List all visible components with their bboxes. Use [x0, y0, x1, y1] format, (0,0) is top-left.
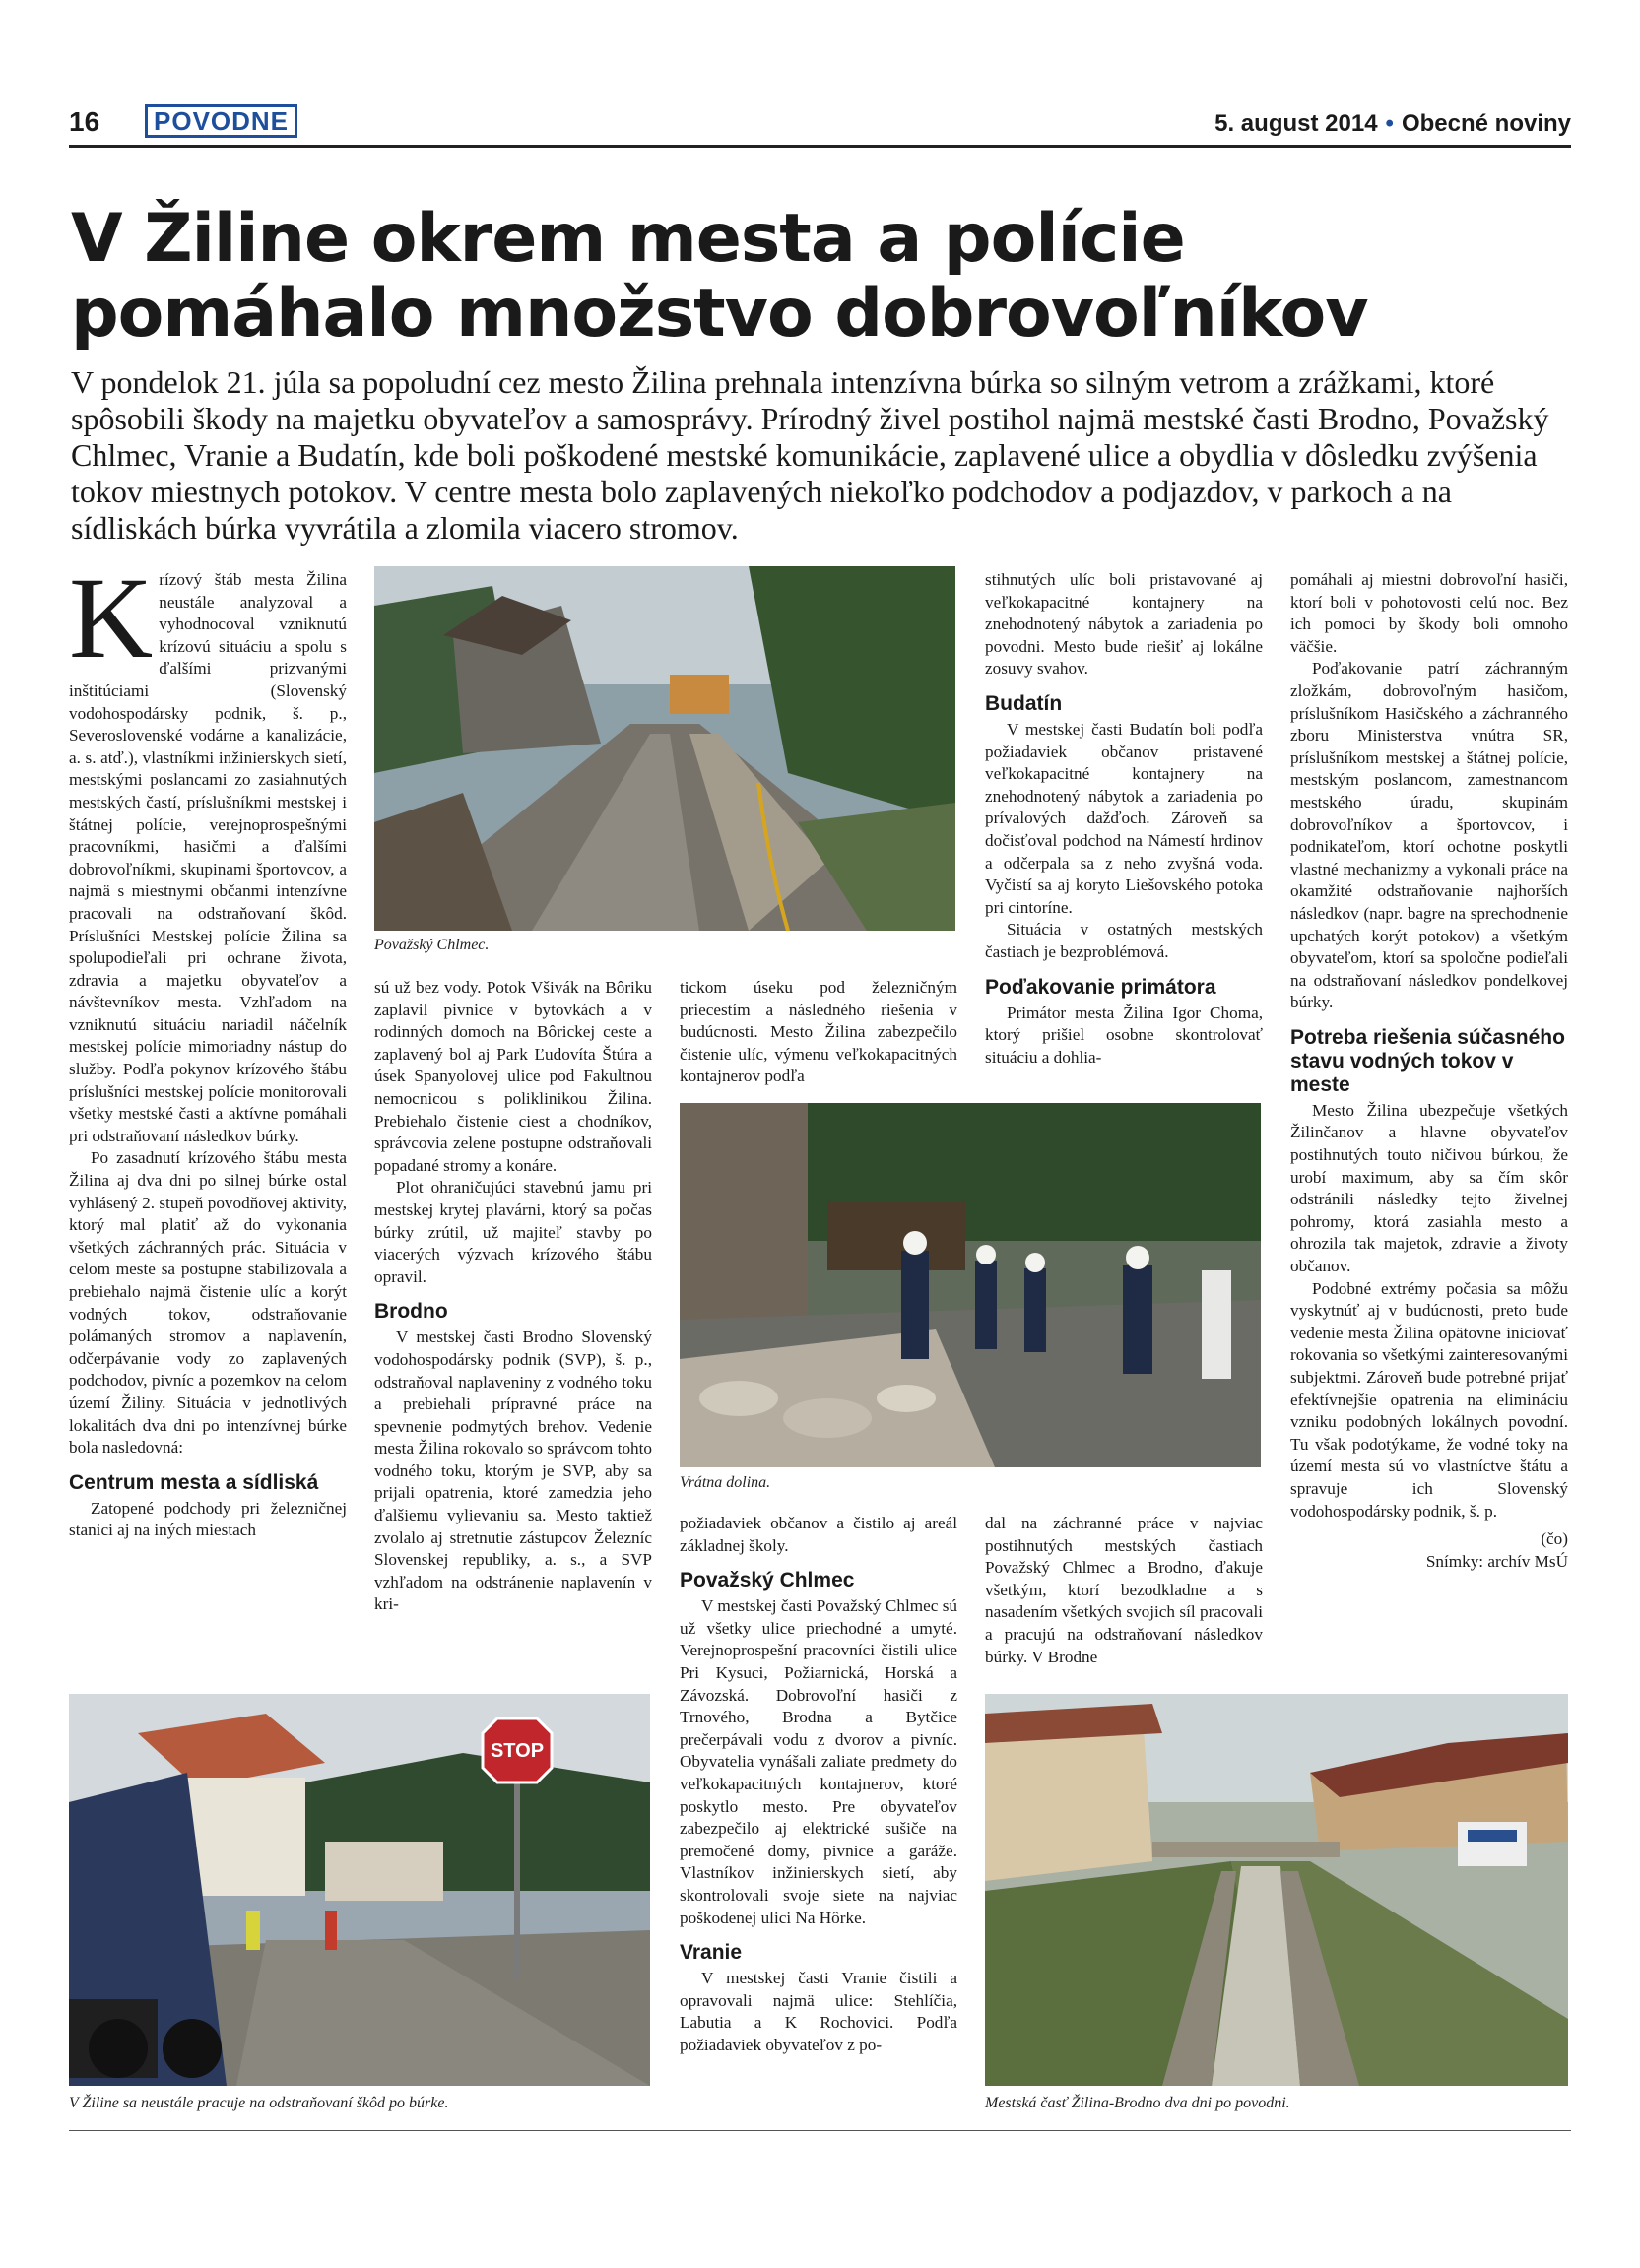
- col4-paragraph-5: dal na záchranné práce v najviac postihnutých mestských častiach Považský Chlmec a Brodno, ďakuje všetkým, ktorí bezodkladne a s nasadením všetkých svojich síl pracovali a pracujú na odstraňovaní následkov búrky. V Brodne: [985, 1514, 1263, 1666]
- publication-name: Obecné noviny: [1401, 110, 1571, 137]
- col4-paragraph-2: V mestskej časti Budatín boli podľa požiadaviek občanov pristavené veľkokapacitné kontajnery na znehodnotený nábytok a zariadenia po prívalových dažďoch. Zároveň sa dočisťoval podchod na Námestí hrdinov a odčerpala sa z neho zvyšná voda. Vyčistí sa aj koryto Liešovského potoka pri cintoríne.: [985, 719, 1263, 917]
- caption-photo-3: V Žiline sa neustále pracuje na odstraňovaní škôd po búrke.: [69, 2095, 449, 2111]
- header-separator: •: [1385, 110, 1394, 137]
- stop-sign-text: STOP: [490, 1740, 545, 1762]
- col2-paragraph-2: Plot ohraničujúci stavebnú jamu pri mestskej krytej plavárni, ktorý sa počas búrky zrútil, už majiteľ stavby po viacerých výzvach krízového štábu opravil.: [374, 1178, 652, 1286]
- column-2: [374, 977, 652, 1616]
- subhead-vranie: Vranie: [680, 1941, 743, 1965]
- col1-paragraph-2: Po zasadnutí krízového štábu mesta Žilina aj dva dni po silnej búrke ostal vyhlásený 2. stupeň povodňovej aktivity, ktorý mal platiť až do vykonania všetkých záchranných prác. Situácia v celom meste sa postupne stabilizovala a prebiehalo najmä čistenie ulíc a korýt vodných tokov, odstraňovanie polámaných stromov a naplavenín, odčerpávanie vody zo zaplavených podchodov, pivníc a pozemkov na celom území Žiliny. Situácia v jednotlivých lokalitách dva dni po intenzívnej búrke bola nasledovná:: [69, 1148, 347, 1458]
- author-initials: (čo): [1541, 1529, 1568, 1549]
- column-5: [1290, 569, 1568, 1573]
- col2-paragraph-1: sú už bez vody. Potok Všivák na Bôriku zaplavil pivnice v bytovkách a v rodinných domoch na Bôrickej ceste a zaplavený bol aj Park Ľudovíta Štúra a úsek Spanyolovej ulice pod Fakultnou nemocnicou s poliklinikou Žilina. Prebiehalo čistenie ciest a chodníkov, správcovia zelene postupne odstraňovali popadané stromy a konáre.: [374, 978, 652, 1175]
- subhead-potreba-riesenia: Potreba riešenia súčasného stavu vodných tokov v meste: [1290, 1025, 1565, 1096]
- col5-paragraph-1: pomáhali aj miestni dobrovoľní hasiči, ktorí boli v pohotovosti celú noc. Bez ich pomoci by škody boli omnoho väčšie.: [1290, 570, 1568, 656]
- col2-paragraph-3: V mestskej časti Brodno Slovenský vodohospodársky podnik (SVP), š. p., odstraňoval naplaveniny z vodného toku a prebiehali prípravné práce na spevnenie podmytých brehov. Vedenie mesta Žilina rokovalo so správcom tohto vodného toku, ktorým je SVP, aby sa prijali opatrenia, ktoré zamedzia jeho ďalšiemu vylievaniu sa. Mesto taktiež zvolalo aj stretnutie zástupcov Železníc Slovenskej republiky, a. s., a SVP vzhľadom na odstránenie naplavenín v kri-: [374, 1328, 652, 1614]
- col4-paragraph-3: Situácia v ostatných mestských častiach je bezproblémová.: [985, 920, 1263, 961]
- footer-rule: [69, 2130, 1571, 2131]
- subhead-podakovanie: Poďakovanie primátora: [985, 975, 1216, 999]
- article-lead: V pondelok 21. júla sa popoludní cez mesto Žilina prehnala intenzívna búrka so silným vetrom a zrážkami, ktoré spôsobili škody na majetku obyvateľov a samosprávy. Prírodný živel postihol najmä mestské časti Brodno, Považský Chlmec, Vranie a Budatín, kde boli poškodené mestské komunikácie, zaplavené ulice a obydlia v dôsledku zvýšenia tokov miestnych potokov. V centre mesta bolo zaplavených niekoľko podchodov a podjazdov, v parkoch a na sídliskách búrka vyvrátila a zlomila viacero stromov.: [71, 364, 1549, 546]
- subhead-brodno: Brodno: [374, 1300, 448, 1324]
- column-3-upper: [680, 977, 957, 1088]
- column-3-lower: [680, 1513, 957, 2056]
- subhead-povazsky-chlmec: Považský Chlmec: [680, 1569, 855, 1592]
- subhead-centrum: Centrum mesta a sídliská: [69, 1470, 319, 1494]
- col1-paragraph-3: Zatopené podchody pri železničnej stanici aj na iných miestach: [69, 1498, 347, 1540]
- section-label: POVODNE: [145, 104, 297, 138]
- caption-photo-2: Vrátna dolina.: [680, 1474, 771, 1491]
- col5-paragraph-2: Poďakovanie patrí záchranným zložkám, dobrovoľným hasičom, príslušníkom Hasičského a záchranného zboru Ministerstva vnútra SR, príslušníkom mestskej a štátnej polície, mestským poslancom, zamestnancom mestského úradu, skupinám dobrovoľníkov a športovcov, i podnikateľom, ktorí ochotne poskytli vlastné mechanizmy a vykonali práce na okamžité odstraňovanie najhorších následkov (napr. bagre na sprechodnenie upchatých korýt potokov) a všetkým obyvateľom, ktorí sa spoločne podieľali na odstraňovaní následkov pondelkovej búrky.: [1290, 659, 1568, 1012]
- photo-povazsky-chlmec: [374, 566, 955, 931]
- column-1: [69, 553, 347, 1542]
- column-4-lower: [985, 1513, 1263, 1668]
- col3-paragraph-2: požiadaviek občanov a čistilo aj areál základnej školy.: [680, 1514, 957, 1555]
- photo-brodno: [985, 1694, 1568, 2086]
- photo-credit: Snímky: archív MsÚ: [1425, 1551, 1568, 1571]
- col5-paragraph-4: Podobné extrémy počasia sa môžu vyskytnúť aj v budúcnosti, preto bude vedenie mesta Žilina opätovne iniciovať rokovania so všetkými zainteresovanými subjektmi. Zároveň bude potrebné prijať efektívnejšie opatrenia na elimináciu vzniku podobných lokálnych povodní. Tu však podotýkame, že vodné toky na území mesta sú vo vlastníctve štátu a spravuje ich Slovenský vodohospodársky podnik, š. p.: [1290, 1278, 1568, 1521]
- caption-photo-1: Považský Chlmec.: [374, 937, 490, 953]
- title-line-2: pomáhalo množstvo dobrovoľníkov: [71, 275, 1368, 353]
- photo-vratna-dolina: [680, 1103, 1261, 1467]
- col4-paragraph-1: stihnutých ulíc boli pristavované aj veľkokapacitné kontajnery na znehodnotený nábytok a zariadenia po povodni. Mesto bude riešiť aj lokálne zosuvy svahov.: [985, 570, 1263, 679]
- header-date-publication: [1214, 110, 1571, 138]
- col3-paragraph-3: V mestskej časti Považský Chlmec sú už všetky ulice priechodné a umyté. Verejnoprospešní pracovníci čistili ulice Pri Kysuci, Požiarnická, Horská a Závozská. Dobrovoľní hasiči z Trnového, Brodna a Bytčice prečerpávali vodu z dvorov a pivníc. Obyvatelia vynášali zaliate predmety do veľkokapacitných kontajnerov, ktoré poskytlo mesto. Pre obyvateľov zabezpečilo aj elektrické sušiče na premočené domy, pivnice a garáže. Vlastníkov inžinierskych sietí, aby skontrolovali svoje siete na najviac poškodenej ulici Na Hôrke.: [680, 1596, 957, 1927]
- column-4-upper: [985, 569, 1263, 1069]
- issue-date: 5. august 2014: [1214, 110, 1378, 137]
- subhead-budatin: Budatín: [985, 691, 1063, 715]
- col3-paragraph-4: V mestskej časti Vranie čistili a opravovali najmä ulice: Stehlíčia, Labutia a K Rochovici. Podľa požiadaviek obyvateľov z po-: [680, 1969, 957, 2054]
- col5-paragraph-3: Mesto Žilina ubezpečuje všetkých Žilinčanov a hlavne obyvateľov postihnutých touto ničivou búrkou, že urobí maximum, aby sa čím skôr odstránili následky tejto živelnej pohromy, ktorá zasiahla mesto a ohrozila tak majetok, zdravie a životy občanov.: [1290, 1100, 1568, 1276]
- caption-photo-4: Mestská časť Žilina-Brodno dva dni po povodni.: [985, 2095, 1290, 2111]
- page-header: [69, 106, 1571, 148]
- title-line-1: V Žiline okrem mesta a polície: [71, 200, 1185, 278]
- col1-paragraph-1: rízový štáb mesta Žilina neustále analyzoval a vyhodnocoval vzniknutú krízovú situáciu a spolu s ďalšími prizvanými inštitúciami (Slovenský vodohospodársky podnik, š. p., Severoslovenské vodárne a kanalizácie, a. s. atď.), vlastníkmi inžinierskych sietí, mestskými poslancami zo zasiahnutých mestských častí, príslušníkmi mestskej i štátnej polície, verejnoprospešnými pracovníkmi, hasičmi a ďalšími dobrovoľníkmi, skupinami športovcov, a najmä s miestnymi občanmi intenzívne pracovali na odstraňovaní škôd. Príslušníci Mestskej polície Žilina sa spolupodieľali pri ochrane života, zdravia a majetku obyvateľov a návštevníkov mesta. Vzhľadom na vzniknutú situáciu nariadil náčelník mestskej polície mimoriadny nástup do služby. Podľa pokynov krízového štábu príslušníci mestskej polície monitorovali všetky mestské časti a aktívne pomáhali pri odstraňovaní následkov búrky.: [69, 570, 347, 1145]
- col4-paragraph-4: Primátor mesta Žilina Igor Choma, ktorý prišiel osobne skontrolovať situáciu a dohlia-: [985, 1003, 1263, 1067]
- drop-cap: K: [69, 553, 154, 682]
- page-number: 16: [69, 106, 100, 137]
- col3-paragraph-1: tickom úseku pod železničným priecestím a následného riešenia v budúcnosti. Mesto Žilina zabezpečilo čistenie ulíc, výmenu veľkokapacitných kontajnerov podľa: [680, 978, 957, 1086]
- photo-zilina-cleanup: [69, 1694, 650, 2086]
- article-title: [71, 202, 1548, 352]
